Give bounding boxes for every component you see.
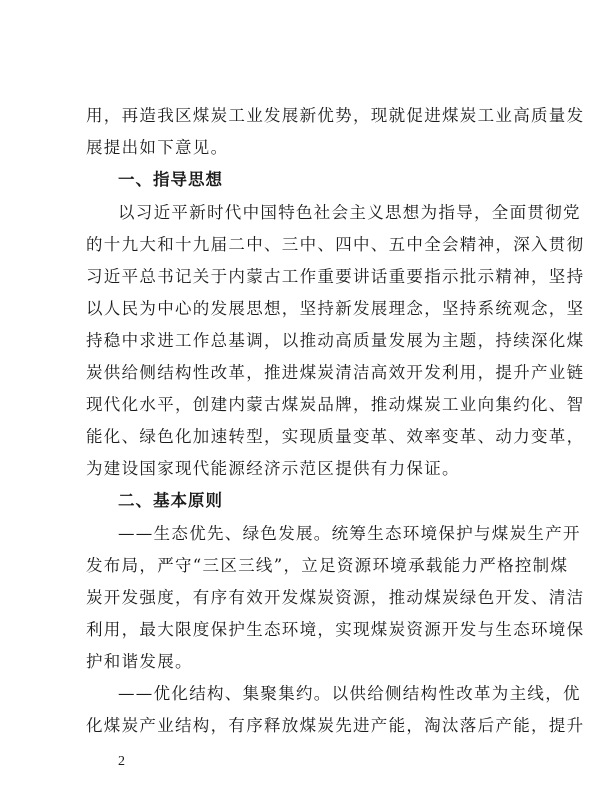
paragraph-line: 能化、绿色化加速转型，实现质量变革、效率变革、动力变革， xyxy=(86,427,585,446)
page-number: 2 xyxy=(118,754,125,769)
paragraph-line: 以习近平新时代中国特色社会主义思想为指导，全面贯彻党 xyxy=(118,203,581,222)
paragraph-line: 为建设国家现代能源经济示范区提供有力保证。 xyxy=(86,459,460,478)
paragraph-line: 炭开发强度，有序有效开发煤炭资源，推动煤炭绿色开发、清洁 xyxy=(86,588,585,607)
body-line: 展提出如下意见。 xyxy=(86,138,229,157)
paragraph-line: 的十九大和十九届二中、三中、四中、五中全会精神，深入贯彻 xyxy=(86,235,585,254)
paragraph-line: 现代化水平，创建内蒙古煤炭品牌，推动煤炭工业向集约化、智 xyxy=(86,395,585,414)
paragraph-line: 习近平总书记关于内蒙古工作重要讲话重要指示批示精神，坚持 xyxy=(86,267,585,286)
body-line: 用，再造我区煤炭工业发展新优势，现就促进煤炭工业高质量发 xyxy=(86,106,585,125)
paragraph-line: ——优化结构、集聚集约。以供给侧结构性改革为主线，优 xyxy=(118,684,581,703)
paragraph-line: 以人民为中心的发展思想，坚持新发展理念，坚持系统观念，坚 xyxy=(86,299,585,318)
paragraph-line: 发布局，严守“三区三线”，立足资源环境承载能力严格控制煤 xyxy=(86,556,569,575)
section-heading: 一、指导思想 xyxy=(118,170,223,189)
section-heading: 二、基本原则 xyxy=(118,491,223,510)
paragraph-line: 炭供给侧结构性改革，推进煤炭清洁高效开发利用，提升产业链 xyxy=(86,363,585,382)
paragraph-line: 护和谐发展。 xyxy=(86,652,193,671)
paragraph-line: 化煤炭产业结构，有序释放煤炭先进产能，淘汰落后产能，提升 xyxy=(86,716,585,735)
paragraph-line: 利用，最大限度保护生态环境，实现煤炭资源开发与生态环境保 xyxy=(86,620,585,639)
paragraph-line: ——生态优先、绿色发展。统筹生态环境保护与煤炭生产开 xyxy=(118,524,581,543)
paragraph-line: 持稳中求进工作总基调，以推动高质量发展为主题，持续深化煤 xyxy=(86,331,585,350)
